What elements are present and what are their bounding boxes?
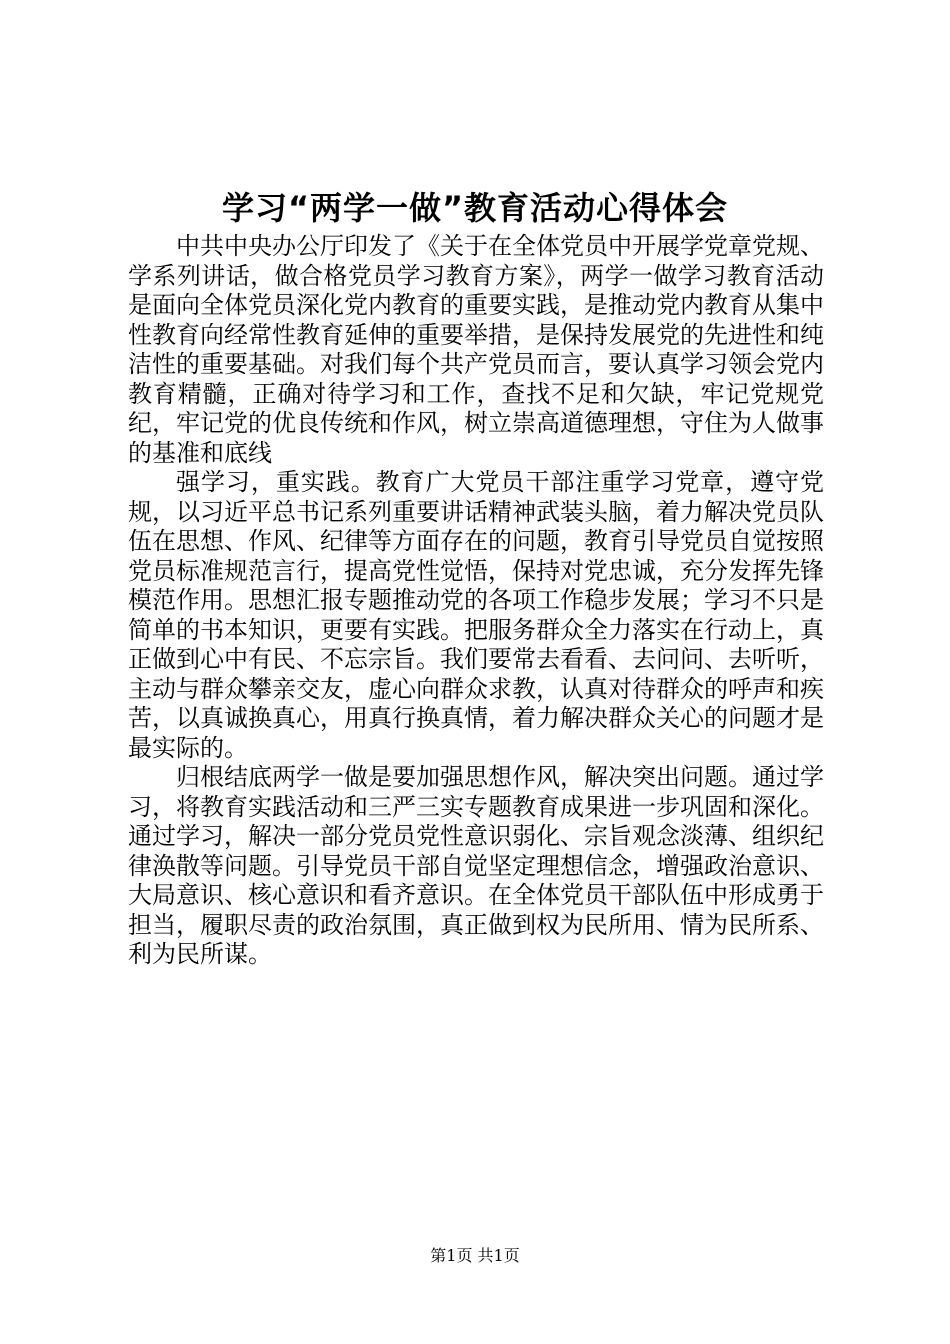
paragraph-intro: 中共中央办公厅印发了《关于在全体党员中开展学党章党规、学系列讲话，做合格党员学习教育方案》，两学一做学习教育活动是面向全体党员深化党内教育的重要实践，是推动党内教育从集中性教育向经常性教育延伸的重要举措，是保持发展党的先进性和纯洁性的重要基础。对我们每个共产党员而言，要认真学习领会党内教育精髓，正确对待学习和工作，查找不足和欠缺，牢记党规党纪，牢记党的优良传统和作风，树立崇高道德理想，守住为人做事的基准和底线 [128,232,824,467]
document-title: 学习“两学一做”教育活动心得体会 [221,189,729,227]
page-number-footer: 第1页 共1页 [430,1246,520,1265]
paragraph-study-practice: 强学习，重实践。教育广大党员干部注重学习党章，遵守党规，以习近平总书记系列重要讲话精神武装头脑，着力解决党员队伍在思想、作风、纪律等方面存在的问题，教育引导党员自觉按照党员标准规范言行，提高党性觉悟，保持对党忠诚，充分发挥先锋模范作用。思想汇报专题推动党的各项工作稳步发展；学习不只是简单的书本知识，更要有实践。把服务群众全力落实在行动上，真正做到心中有民、不忘宗旨。我们要常去看看、去问问、去听听，主动与群众攀亲交友，虚心向群众求教，认真对待群众的呼声和疾苦，以真诚换真心，用真行换真情，着力解决群众关心的问题才是最实际的。 [128,468,824,762]
paragraph-conclusion: 归根结底两学一做是要加强思想作风，解决突出问题。通过学习，将教育实践活动和三严三实专题教育成果进一步巩固和深化。通过学习，解决一部分党员党性意识弱化、宗旨观念淡薄、组织纪律涣散等问题。引导党员干部自觉坚定理想信念，增强政治意识、大局意识、核心意识和看齐意识。在全体党员干部队伍中形成勇于担当，履职尽责的政治氛围，真正做到权为民所用、情为民所系、利为民所谋。 [128,763,824,968]
document-body [128,232,824,970]
